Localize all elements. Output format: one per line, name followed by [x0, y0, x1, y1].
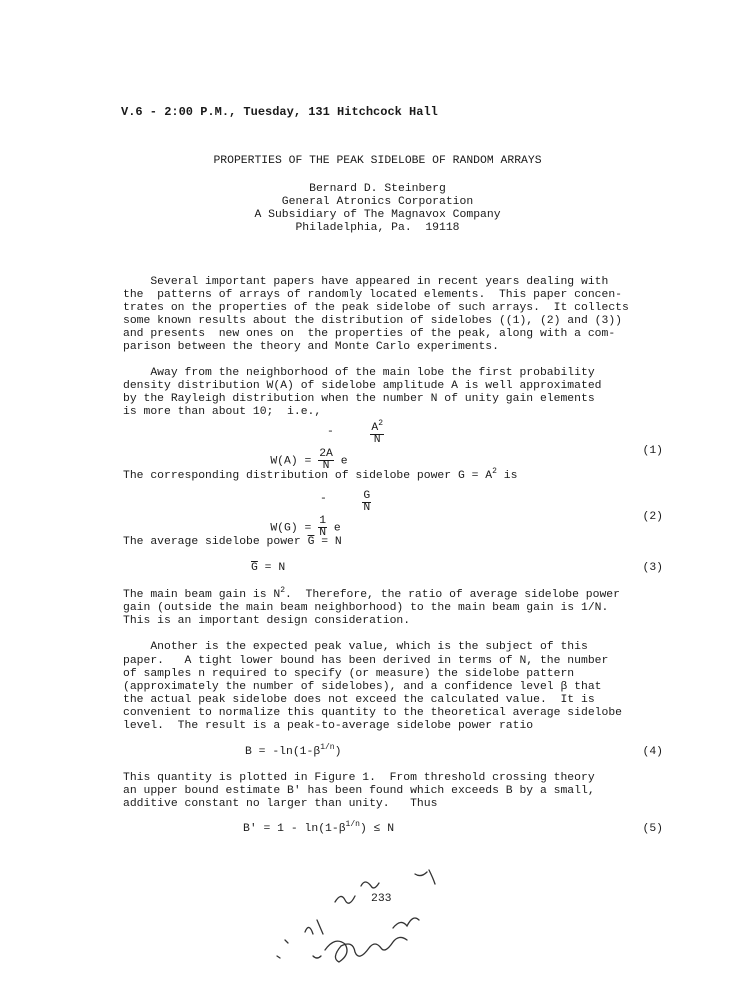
- para1-line: the patterns of arrays of randomly located elements. This paper concen-: [123, 289, 622, 301]
- handwritten-signature: [265, 860, 455, 970]
- para4-line: level. The result is a peak-to-average sidelobe power ratio: [123, 720, 534, 732]
- para4-line: Another is the expected peak value, which is the subject of this: [123, 641, 588, 653]
- para2-line: Away from the neighborhood of the main lobe the first probability: [123, 367, 595, 379]
- equation-5: $B' = 1 - \ln(1-\beta^{1/n}) \le N$: [243, 820, 395, 835]
- equation-1-exponent: $\frac{A^2}{N}$: [371, 419, 383, 446]
- equation-2-exponent: $\frac{G}{N}$: [363, 490, 371, 514]
- paper-title: PROPERTIES OF THE PEAK SIDELOBE OF RANDOM ARRAYS: [213, 155, 542, 167]
- equation-1-number: (1): [642, 445, 663, 457]
- author-address: Philadelphia, Pa. 19118: [295, 222, 460, 234]
- para1-line: parison between the theory and Monte Carlo experiments.: [123, 341, 499, 353]
- equation-1: W(A) = $\frac{2A}{N}$ e: [270, 448, 348, 472]
- author-parent-company: A Subsidiary of The Magnavox Company: [254, 209, 501, 221]
- equation-1-exponent-minus: -: [327, 426, 334, 438]
- para1-line: Several important papers have appeared in recent years dealing with: [123, 276, 609, 288]
- session-header: V.6 - 2:00 P.M., Tuesday, 131 Hitchcock Hall: [121, 105, 438, 119]
- para5-line: additive constant no larger than unity. Thus: [123, 798, 438, 810]
- para1-line: some known results about the distribution of sidelobes ((1), (2) and (3)): [123, 315, 622, 327]
- para1-line: trates on the properties of the peak sidelobe of such arrays. It collects: [123, 302, 629, 314]
- sentence-power-distribution: The corresponding distribution of sidelobe power $G = A^2$ is: [123, 467, 518, 482]
- equation-2: W(G) = $\frac{1}{N}$ e: [270, 515, 341, 539]
- equation-4-number: (4): [642, 746, 663, 758]
- equation-3: $\overline{G} = N$: [251, 562, 286, 574]
- equation-3-number: (3): [642, 562, 663, 574]
- sentence-average-power: The average sidelobe power $\overline{G} = N$: [123, 536, 342, 548]
- para2-line: density distribution W(A) of sidelobe amplitude A is well approximated: [123, 380, 602, 392]
- para5-line: This quantity is plotted in Figure 1. From threshold crossing theory: [123, 772, 595, 784]
- equation-2-exponent-minus: -: [320, 493, 327, 505]
- equation-5-number: (5): [642, 823, 663, 835]
- para3-line: The main beam gain is $N^2$. Therefore, the ratio of average sidelobe power: [123, 586, 620, 601]
- para2-line: by the Rayleigh distribution when the number N of unity gain elements: [123, 393, 595, 405]
- para4-line: paper. A tight lower bound has been derived in terms of N, the number: [123, 655, 609, 667]
- author-name: Bernard D. Steinberg: [309, 183, 446, 195]
- para4-line: convenient to normalize this quantity to the theoretical average sidelobe: [123, 707, 622, 719]
- para3-line: This is an important design consideration.: [123, 615, 411, 627]
- para4-line: of samples n required to specify (or measure) the sidelobe pattern: [123, 668, 575, 680]
- equation-2-number: (2): [642, 511, 663, 523]
- equation-4: $B = -\ln(1-\beta^{1/n})$: [245, 743, 342, 758]
- para4-line: (approximately the number of sidelobes), and a confidence level β that: [123, 681, 602, 693]
- para4-line: the actual peak sidelobe does not exceed the calculated value. It is: [123, 694, 595, 706]
- author-affiliation: General Atronics Corporation: [281, 196, 474, 208]
- para1-line: and presents new ones on the properties of the peak, along with a com-: [123, 328, 616, 340]
- para3-line: gain (outside the main beam neighborhood) to the main beam gain is 1/N.: [123, 602, 609, 614]
- para5-line: an upper bound estimate B' has been found which exceeds B by a small,: [123, 785, 595, 797]
- page-number: 233: [371, 893, 392, 905]
- para2-line: is more than about 10; i.e.,: [123, 406, 322, 418]
